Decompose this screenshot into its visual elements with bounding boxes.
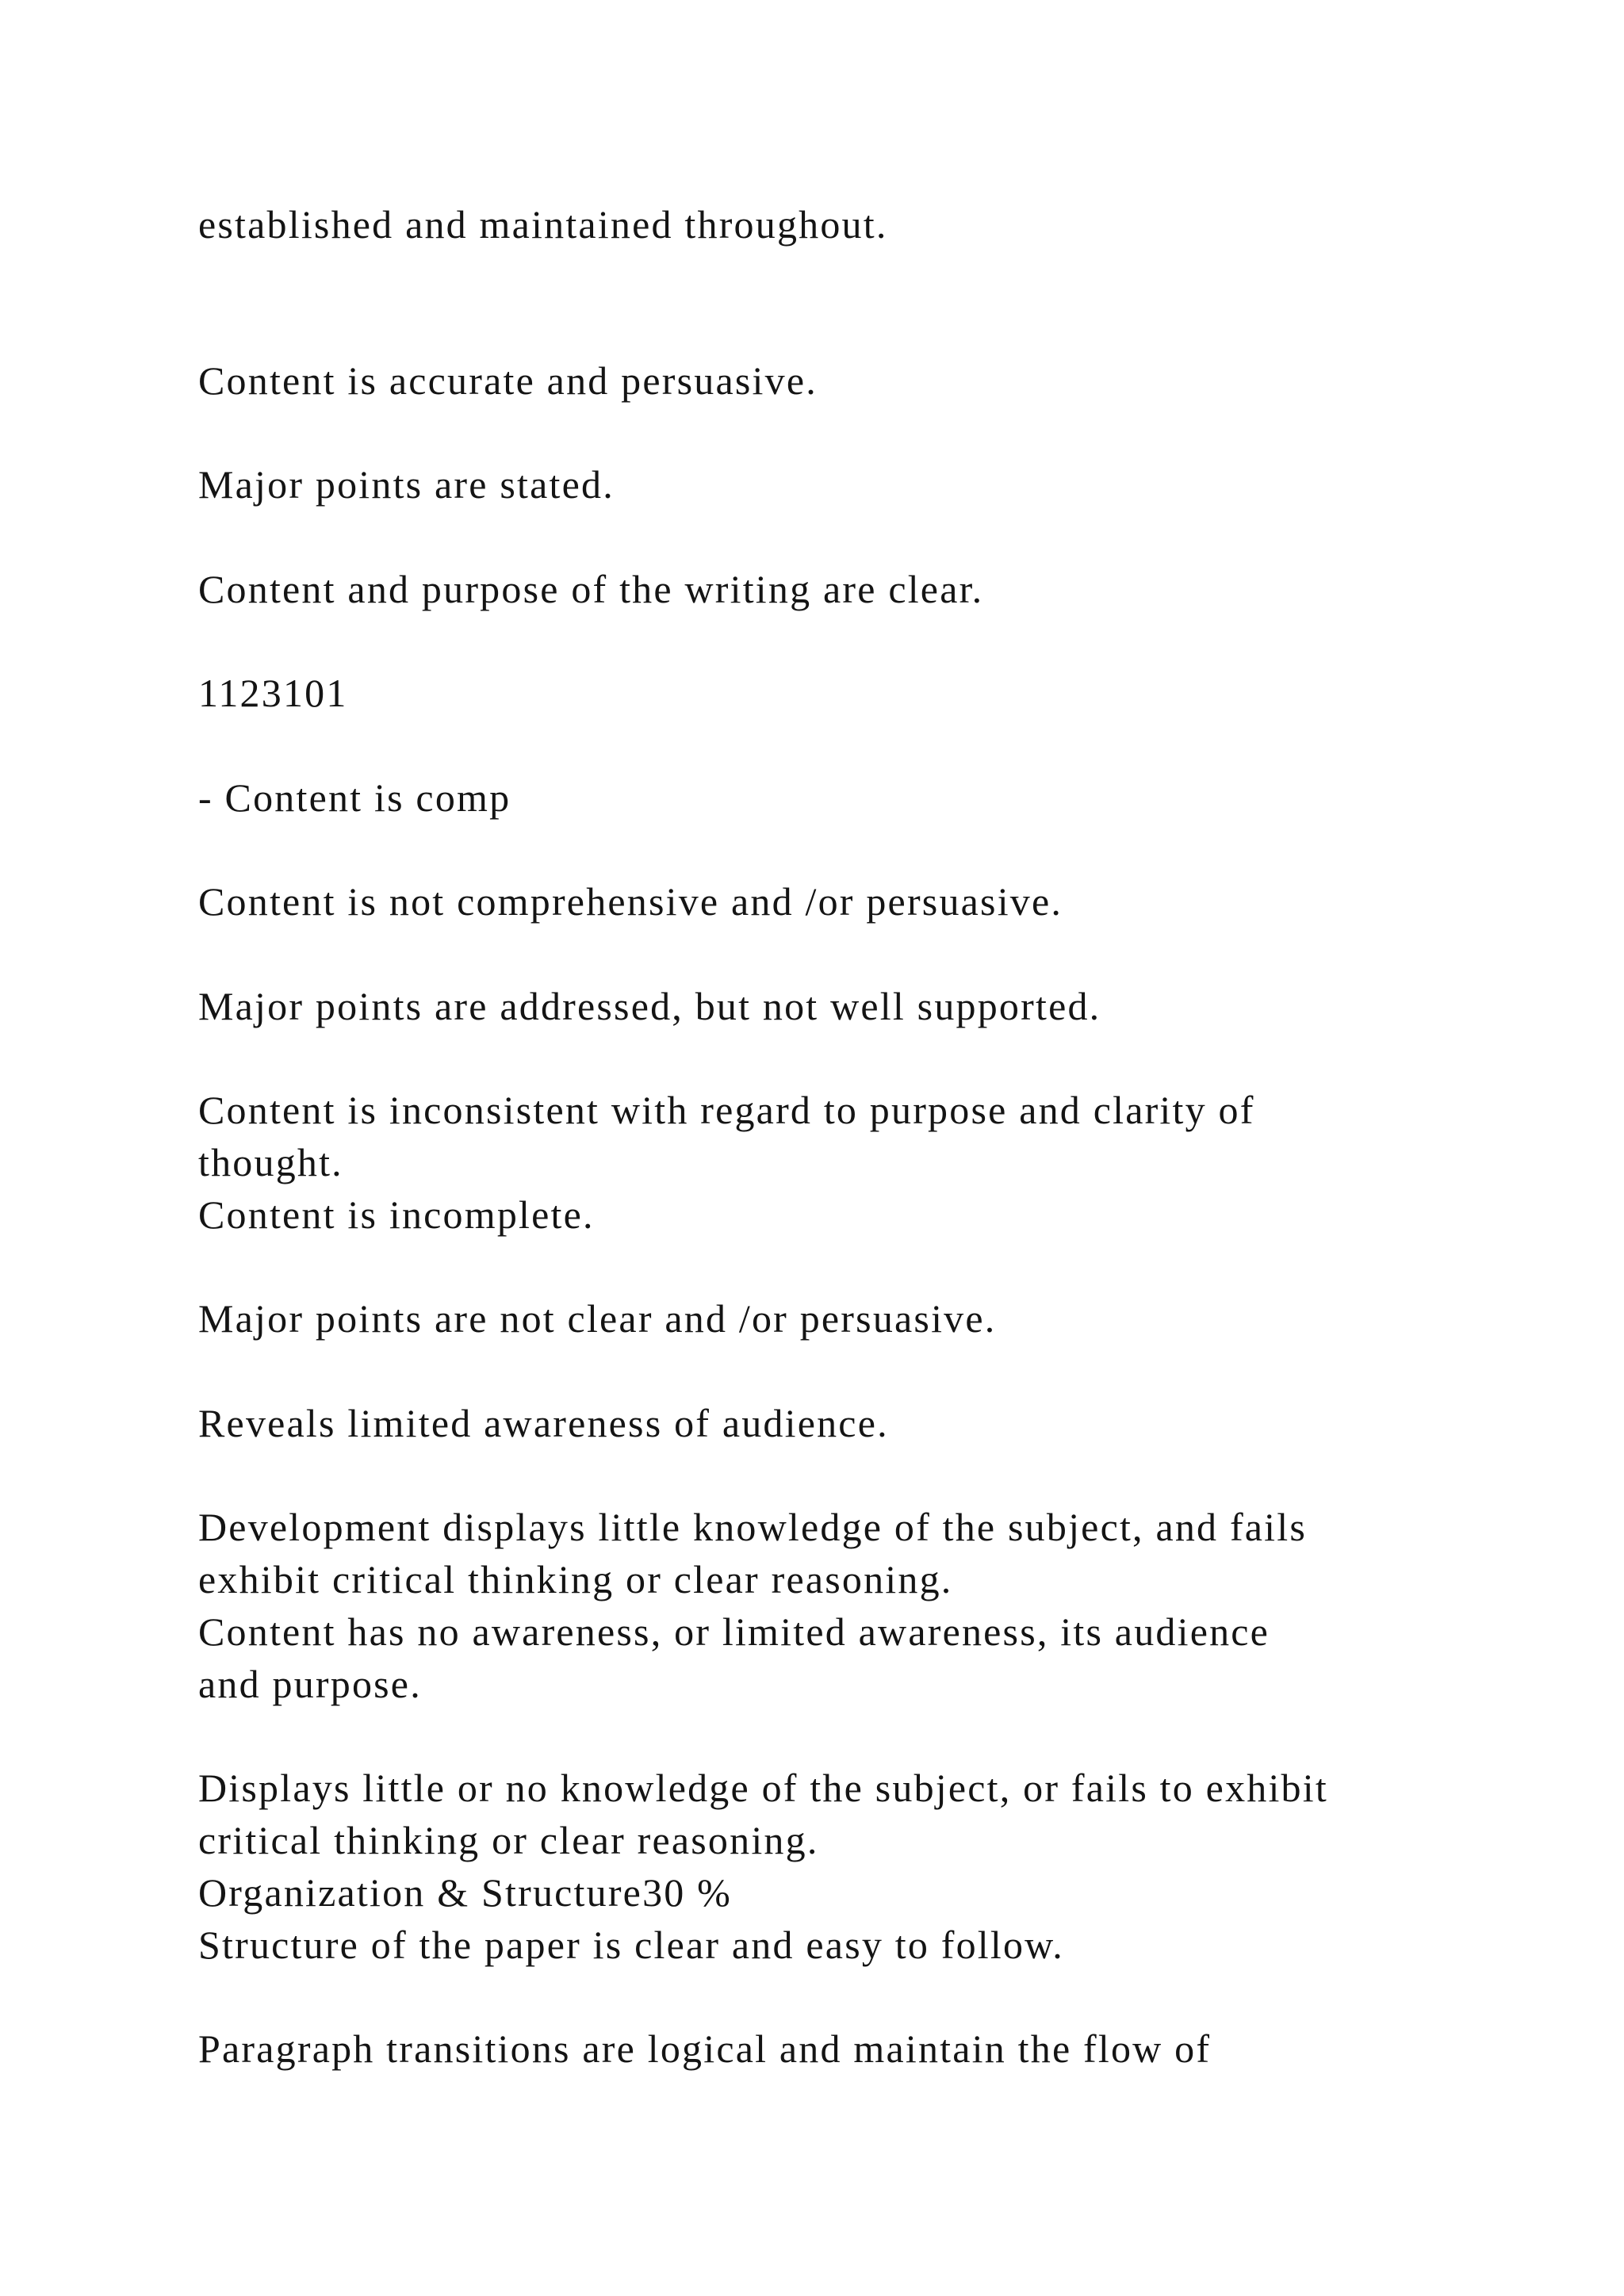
text-line: Content is accurate and persuasive.: [198, 358, 818, 403]
text-line: critical thinking or clear reasoning.: [198, 1818, 819, 1862]
text-line: exhibit critical thinking or clear reasoning.: [198, 1557, 953, 1601]
text-line: Paragraph transitions are logical and maintain the flow of: [198, 2026, 1212, 2071]
text-line: Content and purpose of the writing are clear.: [198, 567, 984, 611]
text-line: Structure of the paper is clear and easy to follow.: [198, 1923, 1064, 1967]
text-line: Major points are addressed, but not well supported.: [198, 984, 1101, 1028]
text-line: established and maintained throughout.: [198, 202, 888, 247]
text-line: Major points are stated.: [198, 462, 615, 507]
text-line: Major points are not clear and /or persuasive.: [198, 1296, 997, 1341]
text-line: and purpose.: [198, 1662, 422, 1706]
text-line: thought.: [198, 1140, 343, 1184]
text-line: Reveals limited awareness of audience.: [198, 1401, 889, 1445]
text-line: Content is incomplete.: [198, 1192, 595, 1237]
section-heading: Organization & Structure30 %: [198, 1870, 733, 1915]
text-line: Content is inconsistent with regard to purpose and clarity of: [198, 1088, 1255, 1132]
text-line: Content has no awareness, or limited awareness, its audience: [198, 1609, 1270, 1654]
text-line: Content is not comprehensive and /or persuasive.: [198, 879, 1063, 924]
text-line: Displays little or no knowledge of the subject, or fails to exhibit: [198, 1766, 1328, 1810]
text-line: 1123101: [198, 671, 348, 715]
text-line: - Content is comp: [198, 775, 511, 820]
text-line: Development displays little knowledge of the subject, and fails: [198, 1505, 1308, 1549]
